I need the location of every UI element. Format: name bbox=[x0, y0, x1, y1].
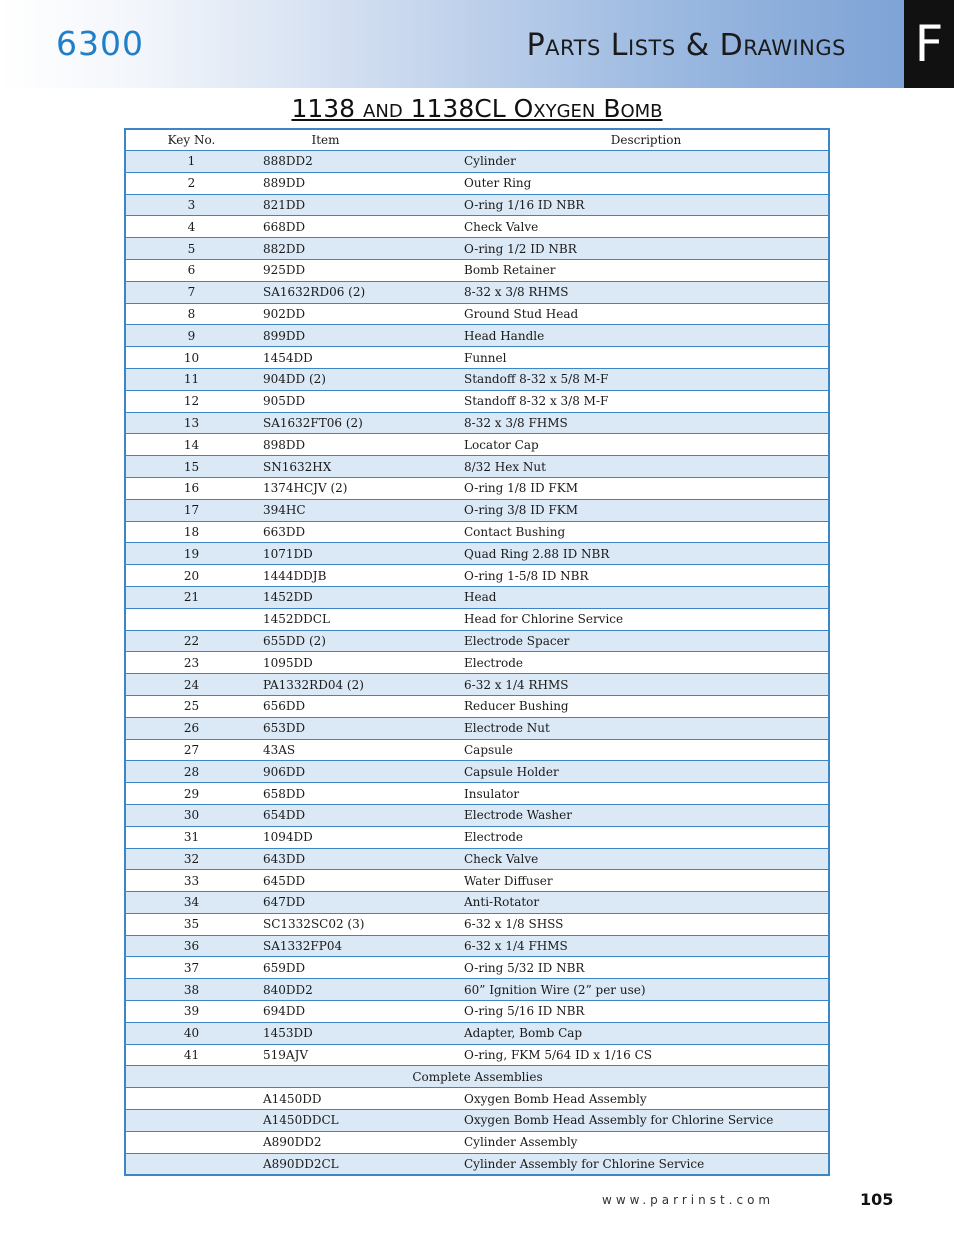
description-cell: Reducer Bushing bbox=[464, 695, 829, 717]
description-cell: Head bbox=[464, 586, 829, 608]
table-row bbox=[125, 1044, 829, 1066]
key-number-cell: 21 bbox=[125, 586, 257, 608]
description-cell: Adapter, Bomb Cap bbox=[464, 1022, 829, 1044]
description-cell: O-ring 3/8 ID FKM bbox=[464, 499, 829, 521]
table-row bbox=[125, 979, 829, 1001]
column-header-description: Description bbox=[464, 129, 829, 151]
item-cell: 905DD bbox=[257, 390, 464, 412]
assemblies-heading-row bbox=[125, 1066, 829, 1088]
key-number-cell: 4 bbox=[125, 216, 257, 238]
table-row bbox=[125, 892, 829, 914]
table-row bbox=[125, 412, 829, 434]
key-number-cell: 28 bbox=[125, 761, 257, 783]
key-number-cell: 11 bbox=[125, 368, 257, 390]
item-cell: 1071DD bbox=[257, 543, 464, 565]
description-cell: Water Diffuser bbox=[464, 870, 829, 892]
table-row bbox=[125, 652, 829, 674]
description-cell: Bomb Retainer bbox=[464, 259, 829, 281]
key-number-cell: 10 bbox=[125, 347, 257, 369]
assembly-item-cell: A1450DD bbox=[257, 1088, 464, 1110]
key-number-cell: 41 bbox=[125, 1044, 257, 1066]
column-header-key: Key No. bbox=[125, 129, 257, 151]
table-row bbox=[125, 347, 829, 369]
description-cell: Cylinder bbox=[464, 151, 829, 173]
description-cell: 60” Ignition Wire (2” per use) bbox=[464, 979, 829, 1001]
table-header-row bbox=[125, 129, 829, 151]
description-cell: 8/32 Hex Nut bbox=[464, 456, 829, 478]
description-cell: Capsule bbox=[464, 739, 829, 761]
parts-table-body bbox=[125, 151, 829, 1176]
description-cell: Funnel bbox=[464, 347, 829, 369]
item-cell: SN1632HX bbox=[257, 456, 464, 478]
key-number-cell: 33 bbox=[125, 870, 257, 892]
key-number-cell: 3 bbox=[125, 194, 257, 216]
assembly-row bbox=[125, 1131, 829, 1153]
key-number-cell: 12 bbox=[125, 390, 257, 412]
key-number-cell: 9 bbox=[125, 325, 257, 347]
item-cell: 694DD bbox=[257, 1001, 464, 1023]
model-number: 6300 bbox=[56, 24, 144, 63]
table-row bbox=[125, 804, 829, 826]
assembly-item-cell: A1450DDCL bbox=[257, 1110, 464, 1132]
description-cell: Electrode bbox=[464, 826, 829, 848]
table-row bbox=[125, 586, 829, 608]
item-cell: 1452DD bbox=[257, 586, 464, 608]
table-row bbox=[125, 303, 829, 325]
key-number-cell: 16 bbox=[125, 477, 257, 499]
description-cell: Electrode Washer bbox=[464, 804, 829, 826]
assembly-row bbox=[125, 1153, 829, 1175]
description-cell: Check Valve bbox=[464, 216, 829, 238]
item-cell: 1095DD bbox=[257, 652, 464, 674]
table-row bbox=[125, 194, 829, 216]
empty-cell bbox=[125, 1110, 257, 1132]
description-cell: Head Handle bbox=[464, 325, 829, 347]
description-cell: Check Valve bbox=[464, 848, 829, 870]
description-cell: Quad Ring 2.88 ID NBR bbox=[464, 543, 829, 565]
table-row bbox=[125, 695, 829, 717]
item-cell: 656DD bbox=[257, 695, 464, 717]
table-row bbox=[125, 456, 829, 478]
item-cell: 902DD bbox=[257, 303, 464, 325]
item-cell: SA1632RD06 (2) bbox=[257, 281, 464, 303]
key-number-cell: 34 bbox=[125, 892, 257, 914]
key-number-cell: 7 bbox=[125, 281, 257, 303]
assembly-item-cell: A890DD2CL bbox=[257, 1153, 464, 1175]
table-row bbox=[125, 739, 829, 761]
item-cell: PA1332RD04 (2) bbox=[257, 674, 464, 696]
key-number-cell: 15 bbox=[125, 456, 257, 478]
table-row bbox=[125, 151, 829, 173]
description-cell: Standoff 8-32 x 5/8 M-F bbox=[464, 368, 829, 390]
key-number-cell: 30 bbox=[125, 804, 257, 826]
key-number-cell: 6 bbox=[125, 259, 257, 281]
section-title: Parts Lists & Drawings bbox=[526, 28, 846, 63]
assembly-item-cell: A890DD2 bbox=[257, 1131, 464, 1153]
description-cell: Electrode Nut bbox=[464, 717, 829, 739]
table-row bbox=[125, 913, 829, 935]
assembly-row bbox=[125, 1110, 829, 1132]
item-cell: 1453DD bbox=[257, 1022, 464, 1044]
key-number-cell: 38 bbox=[125, 979, 257, 1001]
empty-cell bbox=[125, 1153, 257, 1175]
table-row bbox=[125, 216, 829, 238]
item-cell: 655DD (2) bbox=[257, 630, 464, 652]
table-row bbox=[125, 1022, 829, 1044]
key-number-cell: 26 bbox=[125, 717, 257, 739]
description-cell: O-ring 1/16 ID NBR bbox=[464, 194, 829, 216]
description-cell: 6-32 x 1/4 FHMS bbox=[464, 935, 829, 957]
key-number-cell: 19 bbox=[125, 543, 257, 565]
table-row bbox=[125, 259, 829, 281]
assembly-description-cell: Oxygen Bomb Head Assembly for Chlorine Service bbox=[464, 1110, 829, 1132]
item-cell: 906DD bbox=[257, 761, 464, 783]
description-cell: Ground Stud Head bbox=[464, 303, 829, 325]
item-cell: 643DD bbox=[257, 848, 464, 870]
table-row bbox=[125, 325, 829, 347]
key-number-cell: 25 bbox=[125, 695, 257, 717]
table-row bbox=[125, 674, 829, 696]
table-row bbox=[125, 826, 829, 848]
table-row bbox=[125, 848, 829, 870]
item-cell: 519AJV bbox=[257, 1044, 464, 1066]
key-number-cell: 31 bbox=[125, 826, 257, 848]
table-row bbox=[125, 717, 829, 739]
assembly-description-cell: Oxygen Bomb Head Assembly bbox=[464, 1088, 829, 1110]
description-cell: O-ring 1/2 ID NBR bbox=[464, 238, 829, 260]
item-cell: 925DD bbox=[257, 259, 464, 281]
table-row bbox=[125, 630, 829, 652]
column-header-item: Item bbox=[257, 129, 464, 151]
item-cell: 1374HCJV (2) bbox=[257, 477, 464, 499]
item-cell: 888DD2 bbox=[257, 151, 464, 173]
key-number-cell: 22 bbox=[125, 630, 257, 652]
key-number-cell: 13 bbox=[125, 412, 257, 434]
page-number: 105 bbox=[860, 1190, 894, 1209]
table-row bbox=[125, 565, 829, 587]
description-cell: Capsule Holder bbox=[464, 761, 829, 783]
item-cell: 394HC bbox=[257, 499, 464, 521]
description-cell: Insulator bbox=[464, 783, 829, 805]
key-number-cell: 35 bbox=[125, 913, 257, 935]
table-row bbox=[125, 172, 829, 194]
key-number-cell: 8 bbox=[125, 303, 257, 325]
item-cell: SA1632FT06 (2) bbox=[257, 412, 464, 434]
table-row bbox=[125, 543, 829, 565]
description-cell: O-ring 1-5/8 ID NBR bbox=[464, 565, 829, 587]
key-number-cell: 39 bbox=[125, 1001, 257, 1023]
item-cell: 889DD bbox=[257, 172, 464, 194]
key-number-cell: 24 bbox=[125, 674, 257, 696]
item-cell: 653DD bbox=[257, 717, 464, 739]
key-number-cell: 36 bbox=[125, 935, 257, 957]
key-number-cell: 14 bbox=[125, 434, 257, 456]
table-row bbox=[125, 870, 829, 892]
description-cell: 6-32 x 1/8 SHSS bbox=[464, 913, 829, 935]
key-number-cell: 17 bbox=[125, 499, 257, 521]
table-row bbox=[125, 761, 829, 783]
description-cell: Contact Bushing bbox=[464, 521, 829, 543]
key-number-cell bbox=[125, 608, 257, 630]
footer-url: www.parrinst.com bbox=[602, 1193, 775, 1207]
table-row bbox=[125, 238, 829, 260]
parts-table bbox=[124, 128, 830, 1176]
item-cell: 647DD bbox=[257, 892, 464, 914]
table-row bbox=[125, 521, 829, 543]
key-number-cell: 20 bbox=[125, 565, 257, 587]
item-cell: 1444DDJB bbox=[257, 565, 464, 587]
assembly-description-cell: Cylinder Assembly bbox=[464, 1131, 829, 1153]
key-number-cell: 2 bbox=[125, 172, 257, 194]
key-number-cell: 40 bbox=[125, 1022, 257, 1044]
table-row bbox=[125, 783, 829, 805]
description-cell: 6-32 x 1/4 RHMS bbox=[464, 674, 829, 696]
item-cell: 654DD bbox=[257, 804, 464, 826]
item-cell: 1094DD bbox=[257, 826, 464, 848]
description-cell: Head for Chlorine Service bbox=[464, 608, 829, 630]
assembly-description-cell: Cylinder Assembly for Chlorine Service bbox=[464, 1153, 829, 1175]
item-cell: 668DD bbox=[257, 216, 464, 238]
description-cell: Locator Cap bbox=[464, 434, 829, 456]
page-header-banner bbox=[0, 0, 904, 88]
item-cell: 904DD (2) bbox=[257, 368, 464, 390]
item-cell: SA1332FP04 bbox=[257, 935, 464, 957]
assembly-row bbox=[125, 1088, 829, 1110]
description-cell: 8-32 x 3/8 FHMS bbox=[464, 412, 829, 434]
table-row bbox=[125, 477, 829, 499]
description-cell: Standoff 8-32 x 3/8 M-F bbox=[464, 390, 829, 412]
item-cell: 840DD2 bbox=[257, 979, 464, 1001]
table-row bbox=[125, 935, 829, 957]
description-cell: Electrode bbox=[464, 652, 829, 674]
key-number-cell: 18 bbox=[125, 521, 257, 543]
table-row bbox=[125, 499, 829, 521]
description-cell: O-ring 5/32 ID NBR bbox=[464, 957, 829, 979]
description-cell: Anti-Rotator bbox=[464, 892, 829, 914]
key-number-cell: 5 bbox=[125, 238, 257, 260]
item-cell: 43AS bbox=[257, 739, 464, 761]
description-cell: O-ring, FKM 5/64 ID x 1/16 CS bbox=[464, 1044, 829, 1066]
table-row bbox=[125, 390, 829, 412]
empty-cell bbox=[125, 1088, 257, 1110]
key-number-cell: 37 bbox=[125, 957, 257, 979]
item-cell: 1454DD bbox=[257, 347, 464, 369]
key-number-cell: 29 bbox=[125, 783, 257, 805]
key-number-cell: 32 bbox=[125, 848, 257, 870]
key-number-cell: 23 bbox=[125, 652, 257, 674]
description-cell: O-ring 5/16 ID NBR bbox=[464, 1001, 829, 1023]
empty-cell bbox=[125, 1131, 257, 1153]
item-cell: SC1332SC02 (3) bbox=[257, 913, 464, 935]
section-tab: F bbox=[904, 0, 954, 88]
item-cell: 899DD bbox=[257, 325, 464, 347]
document-title: 1138 and 1138CL Oxygen Bomb bbox=[291, 94, 663, 123]
table-row bbox=[125, 281, 829, 303]
table-row bbox=[125, 434, 829, 456]
key-number-cell: 1 bbox=[125, 151, 257, 173]
description-cell: 8-32 x 3/8 RHMS bbox=[464, 281, 829, 303]
key-number-cell: 27 bbox=[125, 739, 257, 761]
item-cell: 663DD bbox=[257, 521, 464, 543]
assemblies-heading: Complete Assemblies bbox=[257, 1066, 829, 1088]
table-row bbox=[125, 608, 829, 630]
item-cell: 1452DDCL bbox=[257, 608, 464, 630]
item-cell: 658DD bbox=[257, 783, 464, 805]
description-cell: Outer Ring bbox=[464, 172, 829, 194]
item-cell: 821DD bbox=[257, 194, 464, 216]
table-row bbox=[125, 957, 829, 979]
table-row bbox=[125, 1001, 829, 1023]
empty-cell bbox=[125, 1066, 257, 1088]
item-cell: 898DD bbox=[257, 434, 464, 456]
description-cell: Electrode Spacer bbox=[464, 630, 829, 652]
item-cell: 659DD bbox=[257, 957, 464, 979]
table-row bbox=[125, 368, 829, 390]
item-cell: 645DD bbox=[257, 870, 464, 892]
description-cell: O-ring 1/8 ID FKM bbox=[464, 477, 829, 499]
item-cell: 882DD bbox=[257, 238, 464, 260]
